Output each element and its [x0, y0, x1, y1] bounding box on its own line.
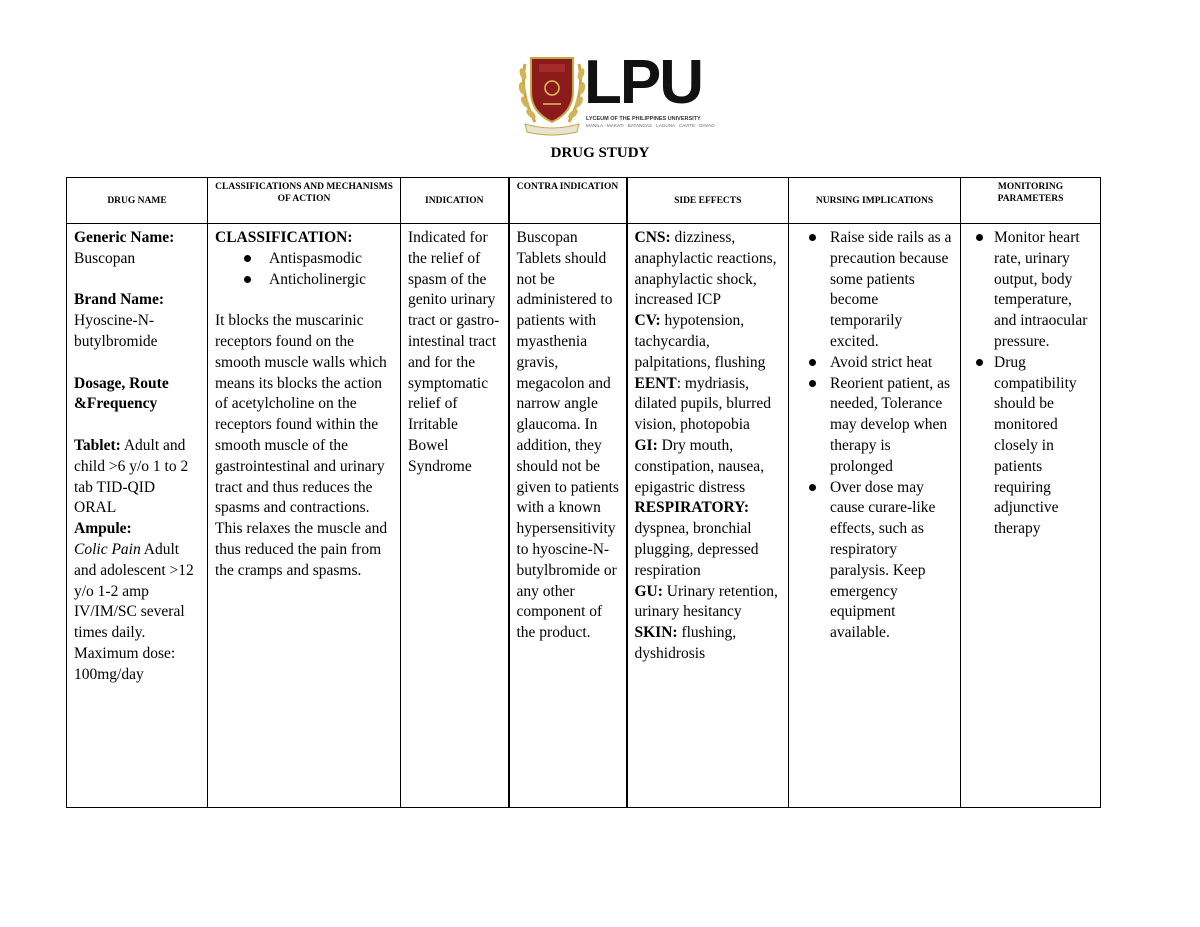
list-item: Reorient patient, as needed, Tolerance may develop when therapy is prolonged [796, 374, 954, 478]
side-effect-respiratory [635, 498, 783, 581]
ampule-label: Ampule: [74, 520, 132, 538]
ampule-dosage [74, 540, 201, 686]
column-header-classifications: CLASSIFICATIONS AND MECHANISMS OF ACTION [208, 178, 401, 224]
generic-name-label: Generic Name: [74, 229, 175, 246]
crest-icon [517, 52, 587, 136]
indication-cell: Indicated for the relief of spasm of the genito urinary tract or gastro-intestinal tract and for the symptomatic relief of Irritable Bowel Syndrome [401, 224, 509, 808]
side-effect-label: CNS: [634, 229, 671, 246]
list-item: Drug compatibility should be monitored closely in patients requiring adjunctive therapy [968, 353, 1094, 540]
side-effect-skin [635, 623, 783, 665]
table-row [67, 224, 1101, 808]
nursing-implications-list [796, 228, 954, 644]
side-effect-label: RESPIRATORY: [634, 499, 750, 517]
mechanism-text: It blocks the muscarinic receptors found on the smooth muscle walls which means its blocks the action of acetylcholine on the receptors found within the smooth muscle of the gastrointestinal and urinary tract and thus reduces the spasms and contractions. This relaxes the muscle and thus reduced the pain from the cramps and spasms. [215, 312, 388, 579]
generic-name-value: Buscopan [74, 249, 136, 267]
column-header-contraindication: CONTRA INDICATION [509, 178, 627, 224]
column-header-indication: INDICATION [401, 178, 509, 224]
tablet-value: Adult and child >6 y/o 1 to 2 tab TID-QID ORAL [74, 436, 189, 517]
list-item: Anticholinergic [215, 270, 394, 291]
drug-name-cell [67, 224, 208, 808]
list-item: Antispasmodic [215, 249, 394, 270]
side-effect-text: dyspnea, bronchial plugging, depressed respiration [634, 520, 759, 579]
list-item: Monitor heart rate, urinary output, body temperature, and intraocular pressure. [968, 228, 1094, 353]
ampule-value: Adult and adolescent >12 y/o 1-2 amp IV/IM/SC several times daily. Maximum dose: 100mg/day [74, 540, 194, 683]
ampule-italic: Colic Pain [74, 540, 141, 558]
dosage-label: Dosage, Route &Frequency [74, 374, 169, 413]
classification-list [215, 249, 394, 291]
side-effect-text: Urinary retention, urinary hesitancy [634, 582, 778, 621]
side-effect-eent [635, 374, 783, 436]
side-effect-label: EENT [634, 374, 677, 392]
side-effect-label: GI: [634, 436, 658, 454]
brand-name-label: Brand Name: [74, 291, 164, 309]
monitoring-parameters-cell [961, 224, 1101, 808]
tablet-dosage [74, 436, 201, 519]
side-effect-cv [635, 311, 783, 373]
drug-study-table [66, 177, 1101, 808]
logo-wordmark: LPU [584, 48, 702, 117]
nursing-implications-cell [789, 224, 961, 808]
side-effect-text: flushing, dyshidrosis [634, 624, 737, 662]
side-effect-label: SKIN: [634, 624, 678, 642]
brand-name-value: Hyoscine-N-butylbromide [74, 312, 158, 350]
side-effect-label: CV: [634, 312, 661, 330]
side-effect-text: : mydriasis, dilated pupils, blurred vision, photopobia [634, 374, 771, 434]
column-header-drug-name: DRUG NAME [67, 178, 208, 224]
tablet-label: Tablet: [74, 436, 121, 454]
side-effect-gu [635, 582, 783, 624]
side-effect-text: Dry mouth, constipation, nausea, epigastric distress [634, 436, 765, 496]
side-effect-text: dizziness, anaphylactic reactions, anaphylactic shock, increased ICP [634, 229, 777, 309]
table-header-row [67, 178, 1101, 224]
side-effect-gi [635, 436, 783, 498]
logo-tagline: MANILA · MAKATI · BATANGAS · LAGUNA · CAVITE · DAVAO [586, 123, 715, 128]
side-effect-text: hypotension, tachycardia, palpitations, flushing [634, 312, 766, 371]
column-header-side-effects: SIDE EFFECTS [627, 178, 789, 224]
side-effect-cns [635, 228, 783, 311]
column-header-monitoring-parameters: MONITORING PARAMETERS [961, 178, 1101, 224]
list-item: Raise side rails as a precaution because some patients become temporarily excited. [796, 228, 954, 353]
monitoring-parameters-list [968, 228, 1094, 540]
logo-subtitle: LYCEUM OF THE PHILIPPINES UNIVERSITY [586, 116, 701, 122]
document-title: DRUG STUDY [550, 145, 650, 161]
classification-label: CLASSIFICATION: [215, 229, 353, 246]
side-effects-cell [627, 224, 789, 808]
classification-cell [208, 224, 401, 808]
column-header-nursing-implications: NURSING IMPLICATIONS [789, 178, 961, 224]
contraindication-cell: Buscopan Tablets should not be administered to patients with myasthenia gravis, megacolon and narrow angle glaucoma. In addition, they should not be given to patients with a known hypersensitivity to hyoscine-N-butylbromide or any other component of the product. [509, 224, 627, 808]
list-item: Avoid strict heat [796, 353, 954, 374]
side-effect-label: GU: [634, 582, 663, 600]
list-item: Over dose may cause curare-like effects, such as respiratory paralysis. Keep emergency equipment available. [796, 478, 954, 644]
